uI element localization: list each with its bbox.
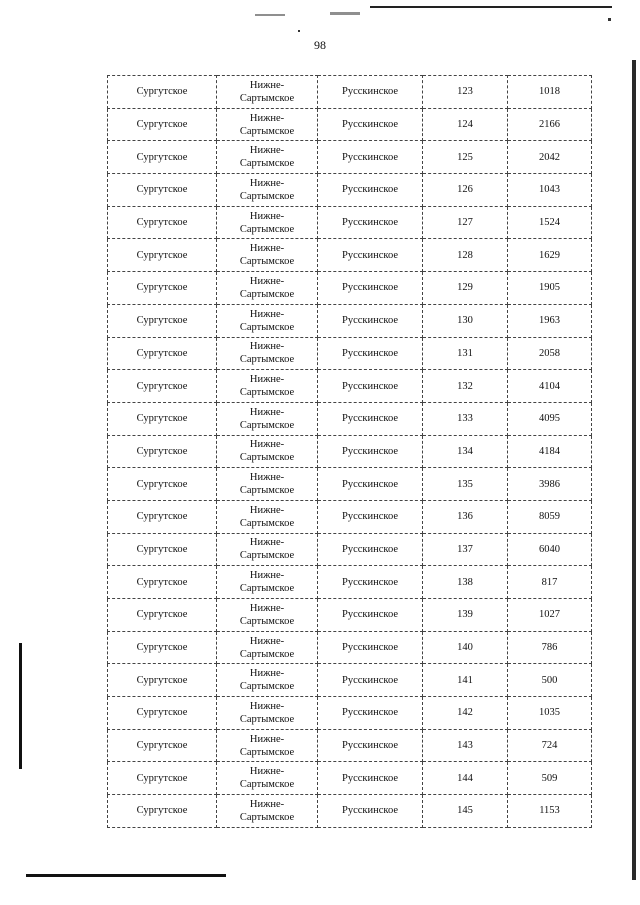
cell-area: Нижне- Сартымское xyxy=(217,468,318,501)
table-row xyxy=(108,664,592,697)
cell-number: 124 xyxy=(423,108,508,141)
cell-field: Сургутское xyxy=(108,76,217,109)
cell-block: Русскинское xyxy=(318,174,423,207)
table-row xyxy=(108,795,592,828)
cell-number: 144 xyxy=(423,762,508,795)
cell-number: 142 xyxy=(423,697,508,730)
cell-field: Сургутское xyxy=(108,631,217,664)
cell-value: 4095 xyxy=(508,402,592,435)
cell-number: 133 xyxy=(423,402,508,435)
scan-speck xyxy=(330,12,360,15)
cell-area: Нижне- Сартымское xyxy=(217,370,318,403)
cell-block: Русскинское xyxy=(318,697,423,730)
cell-block: Русскинское xyxy=(318,599,423,632)
table-row xyxy=(108,141,592,174)
cell-value: 4184 xyxy=(508,435,592,468)
table-row xyxy=(108,566,592,599)
table-row xyxy=(108,533,592,566)
cell-area: Нижне- Сартымское xyxy=(217,239,318,272)
cell-block: Русскинское xyxy=(318,762,423,795)
data-table xyxy=(107,75,592,828)
cell-area: Нижне- Сартымское xyxy=(217,272,318,305)
cell-field: Сургутское xyxy=(108,533,217,566)
cell-field: Сургутское xyxy=(108,762,217,795)
table-row xyxy=(108,631,592,664)
cell-block: Русскинское xyxy=(318,370,423,403)
cell-number: 137 xyxy=(423,533,508,566)
cell-field: Сургутское xyxy=(108,272,217,305)
scan-artifact-bottom-bar xyxy=(26,874,226,877)
table-row xyxy=(108,435,592,468)
cell-number: 138 xyxy=(423,566,508,599)
cell-block: Русскинское xyxy=(318,272,423,305)
cell-number: 129 xyxy=(423,272,508,305)
cell-area: Нижне- Сартымское xyxy=(217,174,318,207)
cell-number: 134 xyxy=(423,435,508,468)
cell-field: Сургутское xyxy=(108,566,217,599)
cell-block: Русскинское xyxy=(318,239,423,272)
cell-number: 145 xyxy=(423,795,508,828)
cell-block: Русскинское xyxy=(318,76,423,109)
cell-area: Нижне- Сартымское xyxy=(217,762,318,795)
table-row xyxy=(108,500,592,533)
cell-area: Нижне- Сартымское xyxy=(217,631,318,664)
cell-field: Сургутское xyxy=(108,500,217,533)
cell-block: Русскинское xyxy=(318,664,423,697)
cell-value: 8059 xyxy=(508,500,592,533)
cell-area: Нижне- Сартымское xyxy=(217,566,318,599)
cell-field: Сургутское xyxy=(108,108,217,141)
table-row xyxy=(108,272,592,305)
cell-field: Сургутское xyxy=(108,370,217,403)
cell-value: 724 xyxy=(508,729,592,762)
cell-field: Сургутское xyxy=(108,239,217,272)
table-body xyxy=(108,76,592,828)
cell-area: Нижне- Сартымское xyxy=(217,697,318,730)
cell-value: 1905 xyxy=(508,272,592,305)
cell-area: Нижне- Сартымское xyxy=(217,304,318,337)
cell-field: Сургутское xyxy=(108,435,217,468)
cell-area: Нижне- Сартымское xyxy=(217,795,318,828)
cell-number: 128 xyxy=(423,239,508,272)
cell-block: Русскинское xyxy=(318,566,423,599)
cell-block: Русскинское xyxy=(318,500,423,533)
cell-field: Сургутское xyxy=(108,206,217,239)
cell-number: 143 xyxy=(423,729,508,762)
cell-block: Русскинское xyxy=(318,468,423,501)
cell-area: Нижне- Сартымское xyxy=(217,76,318,109)
cell-value: 1043 xyxy=(508,174,592,207)
scan-artifact-left-bar xyxy=(19,643,22,769)
page-number: 98 xyxy=(314,38,326,52)
scan-artifact-line xyxy=(370,6,612,8)
cell-number: 140 xyxy=(423,631,508,664)
cell-block: Русскинское xyxy=(318,108,423,141)
cell-area: Нижне- Сартымское xyxy=(217,729,318,762)
cell-number: 130 xyxy=(423,304,508,337)
cell-value: 4104 xyxy=(508,370,592,403)
cell-block: Русскинское xyxy=(318,206,423,239)
table-row xyxy=(108,402,592,435)
cell-value: 2058 xyxy=(508,337,592,370)
cell-area: Нижне- Сартымское xyxy=(217,402,318,435)
table-row xyxy=(108,239,592,272)
table-row xyxy=(108,468,592,501)
table-row xyxy=(108,76,592,109)
cell-number: 132 xyxy=(423,370,508,403)
cell-block: Русскинское xyxy=(318,533,423,566)
cell-block: Русскинское xyxy=(318,337,423,370)
cell-value: 500 xyxy=(508,664,592,697)
cell-field: Сургутское xyxy=(108,729,217,762)
cell-value: 1153 xyxy=(508,795,592,828)
table-row xyxy=(108,174,592,207)
cell-block: Русскинское xyxy=(318,631,423,664)
cell-field: Сургутское xyxy=(108,337,217,370)
cell-value: 509 xyxy=(508,762,592,795)
table-row xyxy=(108,599,592,632)
cell-area: Нижне- Сартымское xyxy=(217,435,318,468)
cell-value: 1018 xyxy=(508,76,592,109)
cell-number: 125 xyxy=(423,141,508,174)
cell-field: Сургутское xyxy=(108,174,217,207)
scan-speck xyxy=(298,30,300,32)
cell-value: 1035 xyxy=(508,697,592,730)
table-row xyxy=(108,729,592,762)
cell-area: Нижне- Сартымское xyxy=(217,533,318,566)
cell-value: 1027 xyxy=(508,599,592,632)
cell-value: 2166 xyxy=(508,108,592,141)
cell-field: Сургутское xyxy=(108,468,217,501)
scan-artifact-right-edge xyxy=(632,60,636,880)
cell-number: 123 xyxy=(423,76,508,109)
scan-speck xyxy=(255,14,285,16)
cell-field: Сургутское xyxy=(108,795,217,828)
table-row xyxy=(108,206,592,239)
cell-value: 6040 xyxy=(508,533,592,566)
cell-area: Нижне- Сартымское xyxy=(217,141,318,174)
cell-area: Нижне- Сартымское xyxy=(217,337,318,370)
scan-speck xyxy=(608,18,611,21)
cell-value: 2042 xyxy=(508,141,592,174)
cell-number: 139 xyxy=(423,599,508,632)
cell-block: Русскинское xyxy=(318,402,423,435)
cell-area: Нижне- Сартымское xyxy=(217,599,318,632)
cell-block: Русскинское xyxy=(318,304,423,337)
cell-number: 141 xyxy=(423,664,508,697)
cell-number: 127 xyxy=(423,206,508,239)
cell-value: 1524 xyxy=(508,206,592,239)
cell-value: 1963 xyxy=(508,304,592,337)
cell-area: Нижне- Сартымское xyxy=(217,108,318,141)
cell-value: 3986 xyxy=(508,468,592,501)
cell-block: Русскинское xyxy=(318,141,423,174)
cell-field: Сургутское xyxy=(108,664,217,697)
cell-area: Нижне- Сартымское xyxy=(217,664,318,697)
cell-number: 131 xyxy=(423,337,508,370)
cell-field: Сургутское xyxy=(108,599,217,632)
cell-area: Нижне- Сартымское xyxy=(217,206,318,239)
cell-number: 126 xyxy=(423,174,508,207)
table-row xyxy=(108,337,592,370)
table-row xyxy=(108,697,592,730)
cell-field: Сургутское xyxy=(108,697,217,730)
cell-field: Сургутское xyxy=(108,304,217,337)
cell-value: 786 xyxy=(508,631,592,664)
table-row xyxy=(108,304,592,337)
cell-value: 1629 xyxy=(508,239,592,272)
cell-block: Русскинское xyxy=(318,435,423,468)
cell-value: 817 xyxy=(508,566,592,599)
cell-block: Русскинское xyxy=(318,729,423,762)
table-row xyxy=(108,370,592,403)
table-row xyxy=(108,108,592,141)
cell-field: Сургутское xyxy=(108,402,217,435)
cell-number: 136 xyxy=(423,500,508,533)
cell-field: Сургутское xyxy=(108,141,217,174)
table-row xyxy=(108,762,592,795)
cell-area: Нижне- Сартымское xyxy=(217,500,318,533)
cell-block: Русскинское xyxy=(318,795,423,828)
cell-number: 135 xyxy=(423,468,508,501)
